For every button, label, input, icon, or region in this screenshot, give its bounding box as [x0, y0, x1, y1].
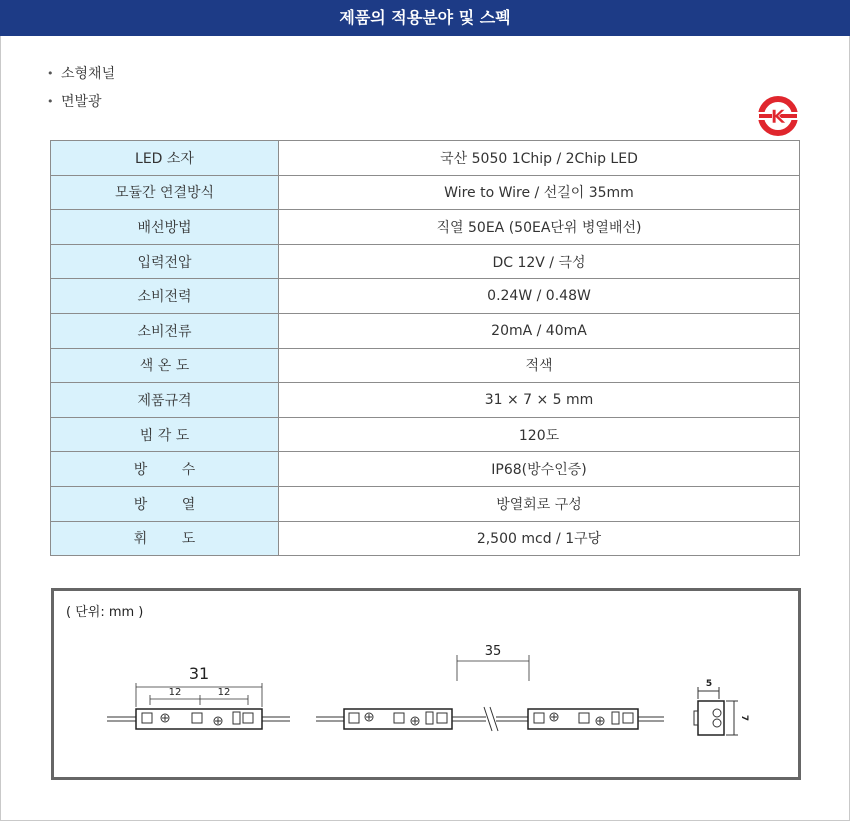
spec-table — [50, 140, 800, 556]
chain-module-b — [528, 709, 664, 729]
spec-value: 0.24W / 0.48W — [279, 279, 800, 314]
list-item — [47, 91, 115, 119]
spec-value: DC 12V / 극성 — [279, 244, 800, 279]
spec-value: 적색 — [279, 348, 800, 383]
spec-key: 모듈간 연결방식 — [51, 175, 279, 210]
module-front-view — [107, 709, 290, 729]
side-width-label: 5 — [705, 679, 713, 689]
table-row — [51, 417, 800, 452]
table-row — [51, 141, 800, 176]
application-label: 소형채널 — [61, 66, 116, 82]
spec-value: 방열회로 구성 — [279, 486, 800, 521]
table-row — [51, 175, 800, 210]
spec-value: 31 × 7 × 5 mm — [279, 383, 800, 418]
spec-value: Wire to Wire / 선길이 35mm — [279, 175, 800, 210]
spec-key: 소비전류 — [51, 313, 279, 348]
spec-value: 국산 5050 1Chip / 2Chip LED — [279, 141, 800, 176]
spec-key: 입력전압 — [51, 244, 279, 279]
dimension-drawing — [51, 588, 801, 780]
spec-key: 제품규격 — [51, 383, 279, 418]
application-label: 면발광 — [61, 94, 102, 110]
application-list — [47, 63, 115, 119]
table-row — [51, 279, 800, 314]
table-row — [51, 348, 800, 383]
list-item — [47, 63, 115, 91]
spec-value: 2,500 mcd / 1구당 — [279, 521, 800, 556]
table-row — [51, 521, 800, 556]
bullet-icon: • — [47, 67, 54, 80]
module-length-label: 31 — [188, 664, 210, 683]
side-view — [694, 687, 738, 735]
wire-length-label: 35 — [484, 644, 502, 659]
spec-value: 20mA / 40mA — [279, 313, 800, 348]
page-title: 제품의 적용분야 및 스펙 — [0, 0, 850, 36]
spec-key: 방 열 — [51, 486, 279, 521]
table-row — [51, 452, 800, 487]
spec-value: 120도 — [279, 417, 800, 452]
side-height-label: 7 — [739, 714, 749, 722]
spec-value: IP68(방수인증) — [279, 452, 800, 487]
spec-key: 배선방법 — [51, 210, 279, 245]
module-drawing-svg — [54, 591, 798, 777]
chain-module-a — [316, 709, 452, 729]
table-row — [51, 486, 800, 521]
table-row — [51, 313, 800, 348]
unit-label: ( 단위: mm ) — [66, 605, 144, 620]
table-row — [51, 244, 800, 279]
bullet-icon: • — [47, 95, 54, 108]
spec-key: 방 수 — [51, 452, 279, 487]
spec-key: 휘 도 — [51, 521, 279, 556]
spec-key: 빔 각 도 — [51, 417, 279, 452]
spec-key: LED 소자 — [51, 141, 279, 176]
kc-mark-letter: K — [770, 106, 786, 128]
pitch-left-label: 12 — [168, 687, 182, 698]
table-row — [51, 383, 800, 418]
spec-key: 색 온 도 — [51, 348, 279, 383]
pitch-right-label: 12 — [217, 687, 231, 698]
table-row — [51, 210, 800, 245]
spec-value: 직열 50EA (50EA단위 병열배선) — [279, 210, 800, 245]
kc-certification-mark-icon — [757, 95, 799, 137]
spec-key: 소비전력 — [51, 279, 279, 314]
